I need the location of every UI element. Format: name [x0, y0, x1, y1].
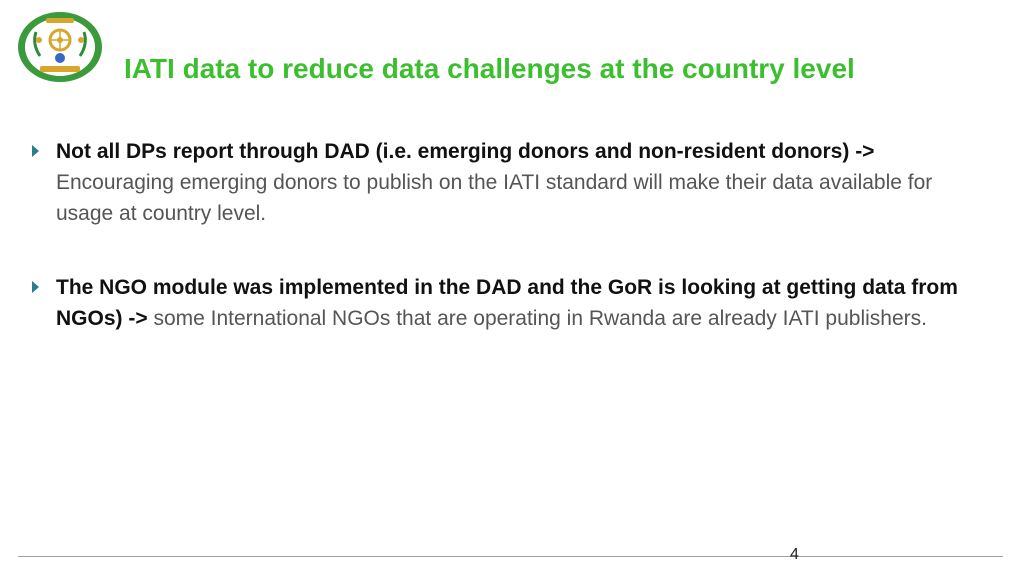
bullet-bold-text: Not all DPs report through DAD (i.e. emerging donors and non-resident donors) -> [56, 140, 875, 163]
triangle-bullet-icon [32, 281, 39, 293]
bullet-item [30, 136, 965, 229]
rwanda-coat-of-arms-icon [16, 10, 104, 84]
bullet-bold-text: The NGO module was implemented in the DAD and the GoR is looking at getting data from NGOs) -> [56, 276, 958, 330]
bullet-body-text: Encouraging emerging donors to publish on the IATI standard will make their data available for usage at country level. [56, 171, 933, 225]
triangle-bullet-icon [32, 145, 39, 157]
footer-divider [18, 556, 1003, 557]
bullet-body-text: some International NGOs that are operating in Rwanda are already IATI publishers. [147, 307, 927, 330]
page-number: 4 [790, 546, 799, 563]
bullet-item [30, 272, 965, 334]
slide-title: IATI data to reduce data challenges at the country level [124, 53, 855, 84]
bullet-list [30, 136, 965, 334]
